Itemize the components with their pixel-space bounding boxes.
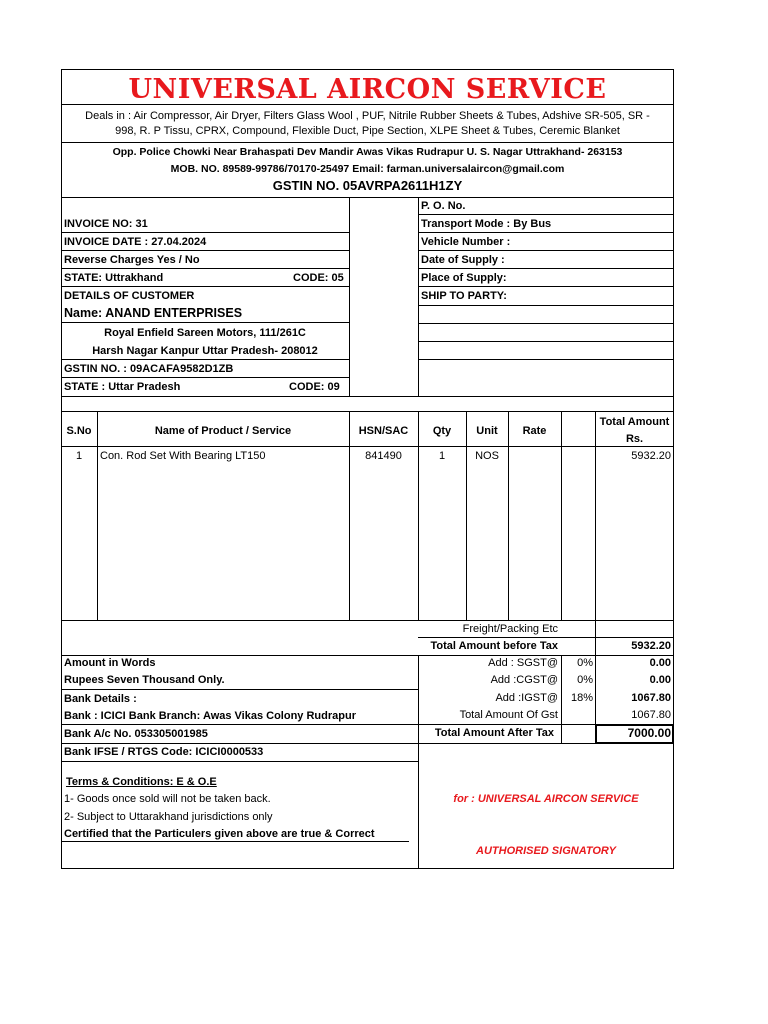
seller-state-code: CODE: 05 [293, 272, 344, 284]
after-tax-value: 7000.00 [627, 726, 671, 740]
total-gst-label: Total Amount Of Gst [459, 709, 558, 721]
customer-address-1: Royal Enfield Sareen Motors, 111/261C [104, 327, 306, 339]
customer-state-code: CODE: 09 [289, 381, 340, 393]
invoice-no: INVOICE NO: 31 [64, 218, 148, 230]
company-name: UNIVERSAL AIRCON SERVICE [128, 74, 607, 105]
customer-gstin: GSTIN NO. : 09ACAFA9582D1ZB [64, 363, 234, 375]
col-total-line1: Total Amount [599, 416, 670, 428]
cgst-rate: 0% [577, 674, 593, 686]
igst-rate: 18% [570, 692, 593, 704]
bank-account: Bank A/c No. 053305001985 [64, 728, 208, 740]
amount-words-label: Amount in Words [64, 657, 156, 669]
customer-address-2: Harsh Nagar Kanpur Uttar Pradesh- 208012 [92, 345, 318, 357]
cgst-value: 0.00 [649, 674, 671, 686]
reverse-charges: Reverse Charges Yes / No [64, 254, 200, 266]
col-qty: Qty [432, 425, 452, 437]
date-of-supply: Date of Supply : [421, 254, 505, 266]
before-tax-value: 5932.20 [631, 640, 671, 652]
col-hsn: HSN/SAC [358, 425, 409, 437]
igst-label: Add :IGST@ [495, 692, 558, 704]
deals-line-2: 998, R. P Tissu, CPRX, Compound, Flexible Duct, Pipe Section, XLPE Sheet & Tubes, Ceremic Blanket [115, 125, 620, 137]
invoice-date: INVOICE DATE : 27.04.2024 [64, 236, 207, 248]
freight-label: Freight/Packing Etc [462, 623, 558, 635]
bank-name: Bank : ICICI Bank Branch: Awas Vikas Colony Rudrapur [64, 710, 356, 722]
row-unit: NOS [475, 450, 499, 462]
customer-state: STATE : Uttar Pradesh [64, 381, 181, 393]
deals-line-1: Deals in : Air Compressor, Air Dryer, Filters Glass Wool , PUF, Nitrile Rubber Sheets & Tubes, Adshive SR-505, SR - [85, 110, 650, 122]
total-gst-value: 1067.80 [631, 709, 671, 721]
row-total: 5932.20 [631, 450, 671, 462]
col-product: Name of Product / Service [154, 425, 292, 437]
transport-mode: Transport Mode : By Bus [421, 218, 552, 230]
ship-to-party: SHIP TO PARTY: [421, 290, 507, 302]
col-rate: Rate [522, 425, 547, 437]
authorised-signatory: AUTHORISED SIGNATORY [476, 845, 616, 857]
company-gstin: GSTIN NO. 05AVRPA2611H1ZY [272, 178, 463, 193]
row-product: Con. Rod Set With Bearing LT150 [100, 450, 266, 462]
bank-details-label: Bank Details : [64, 693, 137, 705]
seller-state: STATE: Uttrakhand [64, 272, 164, 284]
igst-value: 1067.80 [631, 692, 671, 704]
after-tax-label: Total Amount After Tax [434, 727, 554, 739]
sgst-value: 0.00 [649, 657, 671, 669]
amount-words-value: Rupees Seven Thousand Only. [64, 674, 225, 686]
terms-title: Terms & Conditions: E & O.E [66, 776, 217, 788]
row-hsn: 841490 [365, 450, 402, 462]
terms-item-2: 2- Subject to Uttarakhand jurisdictions only [64, 811, 273, 823]
col-total-line2: Rs. [625, 433, 644, 445]
sgst-label: Add : SGST@ [488, 657, 558, 669]
before-tax-label: Total Amount before Tax [430, 640, 558, 652]
col-sno: S.No [66, 425, 92, 437]
certified-line: Certified that the Particulers given above are true & Correct [64, 828, 375, 840]
row-sno: 1 [75, 450, 83, 462]
company-contact: MOB. NO. 89589-99786/70170-25497 Email: farman.universalaircon@gmail.com [170, 163, 565, 175]
bank-ifsc: Bank IFSE / RTGS Code: ICICI0000533 [64, 746, 264, 758]
company-address: Opp. Police Chowki Near Brahaspati Dev Mandir Awas Vikas Rudrapur U. S. Nagar Uttrakhand- 263153 [112, 146, 623, 158]
sgst-rate: 0% [577, 657, 593, 669]
for-company: for : UNIVERSAL AIRCON SERVICE [453, 793, 639, 805]
vehicle-number: Vehicle Number : [421, 236, 511, 248]
customer-name: Name: ANAND ENTERPRISES [64, 306, 243, 320]
po-no: P. O. No. [421, 200, 466, 212]
cgst-label: Add :CGST@ [490, 674, 558, 686]
customer-details-label: DETAILS OF CUSTOMER [64, 290, 195, 302]
terms-item-1: 1- Goods once sold will not be taken back. [64, 793, 271, 805]
col-unit: Unit [476, 425, 498, 437]
row-qty: 1 [438, 450, 446, 462]
place-of-supply: Place of Supply: [421, 272, 507, 284]
